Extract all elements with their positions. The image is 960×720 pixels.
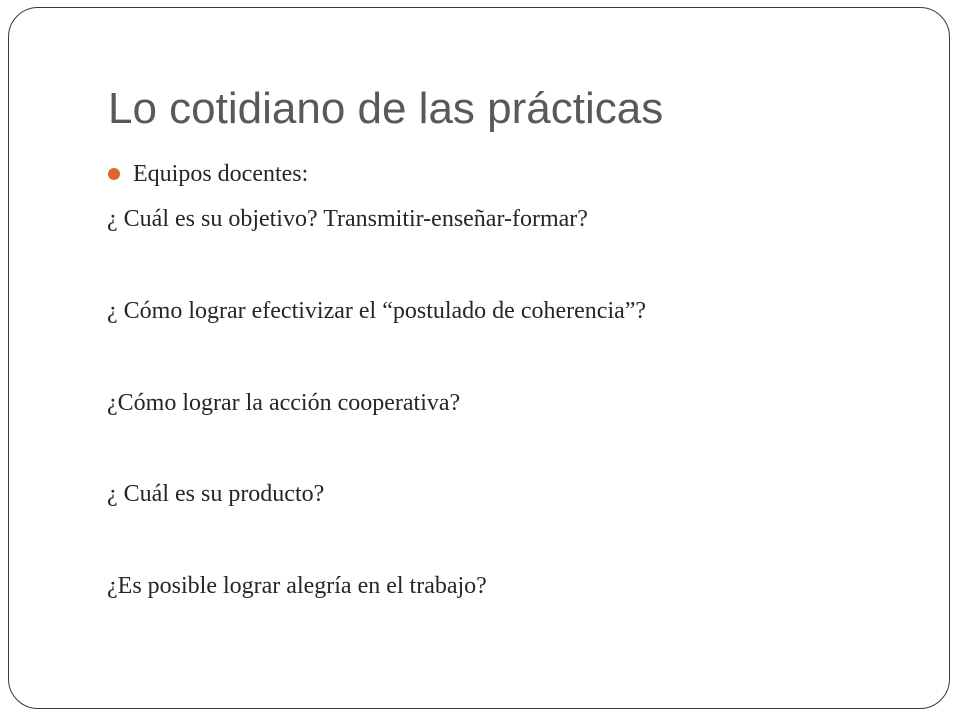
bullet-dot-icon	[108, 168, 120, 180]
bullet-text: Equipos docentes:	[133, 161, 309, 187]
bullet-item	[107, 159, 308, 189]
question-line: ¿ Cuál es su producto?	[107, 481, 325, 507]
question-line: ¿ Cuál es su objetivo? Transmitir-enseñar-formar?	[107, 206, 588, 232]
slide-title: Lo cotidiano de las prácticas	[108, 84, 664, 133]
question-line: ¿Cómo lograr la acción cooperativa?	[107, 390, 461, 416]
question-line: ¿Es posible lograr alegría en el trabajo?	[107, 573, 487, 599]
question-line: ¿ Cómo lograr efectivizar el “postulado de coherencia”?	[107, 298, 647, 324]
